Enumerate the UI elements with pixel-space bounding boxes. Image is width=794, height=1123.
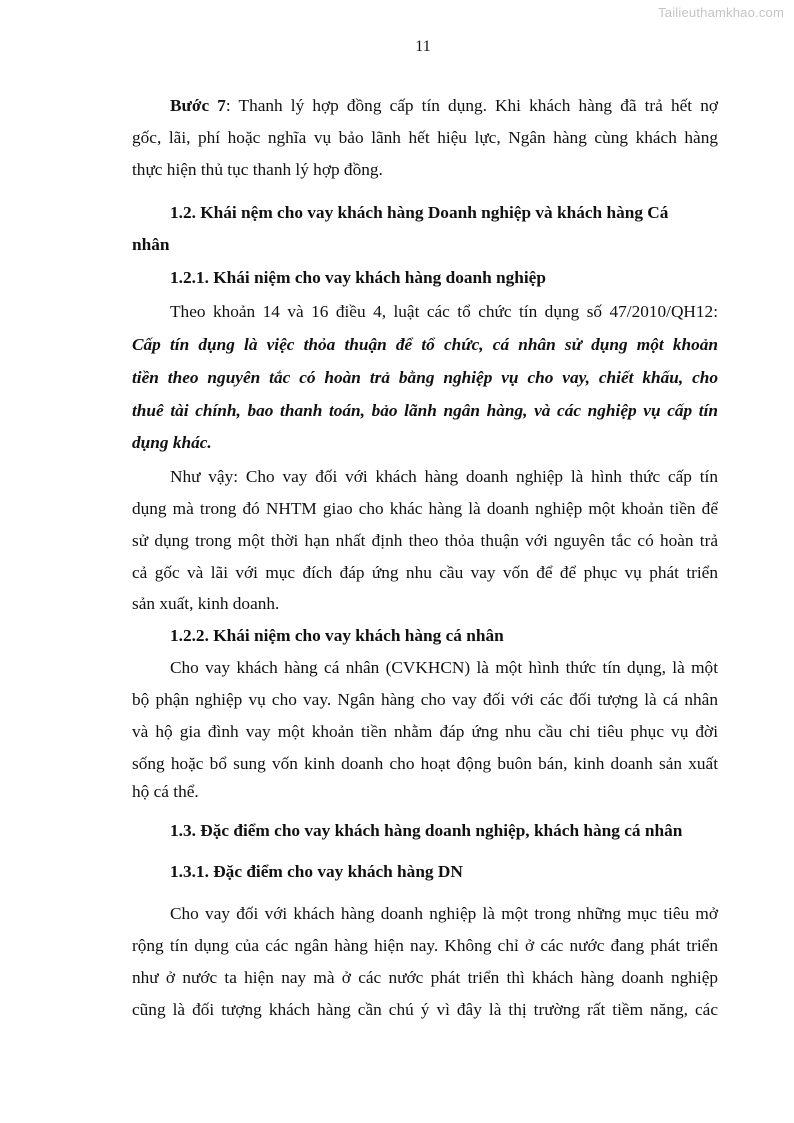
paragraph-line [132, 753, 718, 775]
paragraph-line [170, 903, 718, 925]
section-heading-line [170, 820, 718, 842]
paragraph-line [132, 935, 718, 957]
text-span: bộ phận nghiệp vụ cho vay. Ngân hàng cho vay đối với các đối tượng là cá nhân [132, 690, 718, 709]
definition-text-line [132, 334, 718, 356]
definition-text-line [132, 432, 718, 454]
text-span: nhân [132, 235, 170, 254]
paragraph-line [132, 127, 718, 149]
paragraph-line [132, 689, 718, 711]
text-span: 1.3. Đặc điểm cho vay khách hàng doanh nghiệp, khách hàng cá nhân [170, 821, 683, 840]
paragraph-line [132, 967, 718, 989]
text-span: sống hoặc bổ sung vốn kinh doanh cho hoạt động buôn bán, kinh doanh sản xuất [132, 754, 718, 773]
text-span: : Thanh lý hợp đồng cấp tín dụng. Khi khách hàng đã trả hết nợ [225, 96, 718, 115]
paragraph-line [132, 999, 718, 1021]
emphasis-text: Bước 7 [170, 96, 226, 115]
text-span: Theo khoản 14 và 16 điều 4, luật các tổ chức tín dụng số 47/2010/QH12: [170, 302, 718, 321]
text-span: hộ cá thể. [132, 782, 199, 801]
text-span: Như vậy: Cho vay đối với khách hàng doanh nghiệp là hình thức cấp tín [170, 467, 718, 486]
section-heading-line [170, 267, 718, 289]
section-heading-line [170, 202, 718, 224]
paragraph-line [132, 721, 718, 743]
paragraph-line [132, 530, 718, 552]
page-number: 11 [415, 38, 431, 55]
text-span: sử dụng trong một thời hạn nhất định theo thỏa thuận với nguyên tắc có hoàn trả [132, 531, 718, 550]
definition-text-line [132, 367, 718, 389]
text-span: dụng mà trong đó NHTM giao cho khác hàng là doanh nghiệp một khoản tiền để [132, 499, 718, 518]
text-span: sản xuất, kinh doanh. [132, 594, 280, 613]
text-span: dụng khác. [132, 433, 212, 452]
text-span: Cho vay đối với khách hàng doanh nghiệp là một trong những mục tiêu mở [170, 904, 718, 923]
definition-text-line [132, 400, 718, 422]
paragraph-line [170, 466, 718, 488]
section-heading-line [170, 625, 718, 647]
text-span: tiền theo nguyên tắc có hoàn trả bằng nghiệp vụ cho vay, chiết khấu, cho [132, 368, 718, 387]
paragraph-line [170, 657, 718, 679]
watermark: Tailieuthamkhao.com [658, 5, 784, 20]
text-span: và hộ gia đình vay một khoản tiền nhằm đáp ứng nhu cầu chi tiêu phục vụ đời [132, 722, 718, 741]
paragraph-line [132, 562, 718, 584]
text-span: 1.2. Khái nệm cho vay khách hàng Doanh nghiệp và khách hàng Cá [170, 203, 669, 222]
text-span: cũng là đối tượng khách hàng cần chú ý vì đây là thị trường rất tiềm năng, các [132, 1000, 718, 1019]
paragraph-line [132, 593, 718, 615]
section-heading-line [170, 861, 718, 883]
text-span: gốc, lãi, phí hoặc nghĩa vụ bảo lãnh hết hiệu lực, Ngân hàng cùng khách hàng [132, 128, 718, 147]
text-span: Cho vay khách hàng cá nhân (CVKHCN) là một hình thức tín dụng, là một [170, 658, 718, 677]
text-span: 1.2.2. Khái niệm cho vay khách hàng cá nhân [170, 626, 504, 645]
text-span: Cấp tín dụng là việc thỏa thuận để tổ chức, cá nhân sử dụng một khoản [132, 335, 718, 354]
text-span: rộng tín dụng của các ngân hàng hiện nay. Không chỉ ở các nước đang phát triển [132, 936, 718, 955]
paragraph-line [132, 159, 718, 181]
paragraph-line [170, 95, 718, 117]
paragraph-line [132, 498, 718, 520]
paragraph-line [170, 301, 718, 323]
text-span: 1.3.1. Đặc điểm cho vay khách hàng DN [170, 862, 463, 881]
paragraph-line [132, 781, 718, 803]
section-heading-line [132, 234, 718, 256]
text-span: 1.2.1. Khái niệm cho vay khách hàng doanh nghiệp [170, 268, 546, 287]
text-span: như ở nước ta hiện nay mà ở các nước phát triển thì khách hàng doanh nghiệp [132, 968, 718, 987]
text-span: thực hiện thủ tục thanh lý hợp đồng. [132, 160, 383, 179]
text-span: thuê tài chính, bao thanh toán, bảo lãnh ngân hàng, và các nghiệp vụ cấp tín [132, 401, 718, 420]
text-span: cả gốc và lãi với mục đích đáp ứng nhu cầu vay vốn để để phục vụ phát triển [132, 563, 718, 582]
